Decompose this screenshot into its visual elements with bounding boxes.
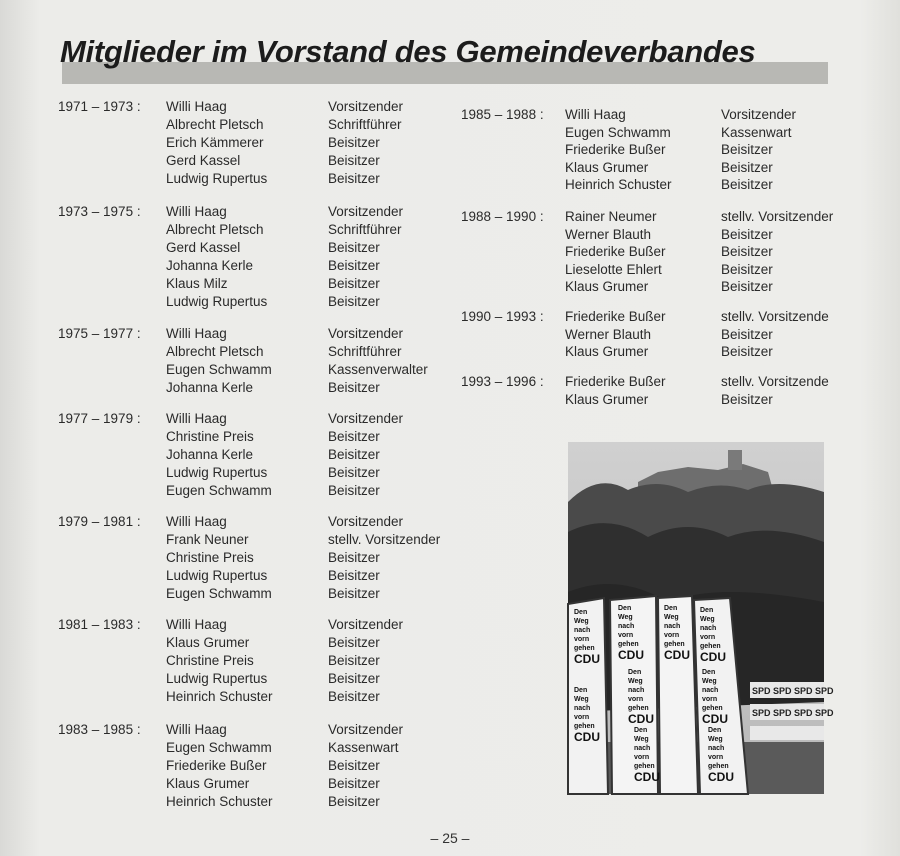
member-roles [721,373,829,408]
member-name: Johanna Kerle [166,258,254,273]
member-role: Vorsitzender [328,411,404,426]
member-name: Klaus Grumer [565,391,649,407]
poster-text: Weg [574,618,589,625]
member-names [166,721,273,811]
member-name: Eugen Schwamm [166,740,272,755]
member-role: Beisitzer [328,171,380,186]
member-roles [721,308,829,361]
member-name: Willi Haag [166,411,227,426]
member-names [166,325,272,397]
poster-text: nach [702,687,719,694]
member-role: Vorsitzender [328,326,404,341]
member-name: Eugen Schwamm [166,586,272,601]
poster-text: gehen [634,763,655,770]
member-name: Klaus Grumer [565,279,649,294]
poster-text: vorn [634,754,650,761]
member-name: Ludwig Rupertus [166,294,268,309]
member-role: Beisitzer [721,244,773,259]
member-role: Beisitzer [328,294,380,309]
poster-text: vorn [702,696,718,703]
poster-text: Weg [618,614,633,621]
member-name: Rainer Neumer [565,209,657,224]
member-name: Albrecht Pletsch [166,222,264,237]
poster-text: Den [700,607,714,614]
member-names [565,208,666,296]
term-period: 1985 – 1988 : [461,107,544,122]
member-role: Schriftführer [328,344,402,359]
member-role: Beisitzer [328,258,380,273]
poster-text: Den [634,727,648,734]
campaign-poster-photo [568,442,834,794]
member-roles [328,325,428,397]
member-name: Heinrich Schuster [166,689,273,704]
poster-text: vorn [708,754,724,761]
term-period: 1977 – 1979 : [58,411,141,426]
member-role: Beisitzer [328,776,380,791]
member-name: Heinrich Schuster [166,794,273,809]
member-roles [721,208,833,296]
poster-text: Den [618,605,632,612]
member-role: Schriftführer [328,222,402,237]
page-title: Mitglieder im Vorstand des Gemeindeverbandes [60,34,756,69]
poster-text: gehen [574,645,595,652]
poster-text: vorn [700,634,716,641]
member-names [166,410,272,500]
member-role: Vorsitzender [328,99,404,114]
member-role: Beisitzer [721,142,773,157]
member-role: Beisitzer [721,159,773,175]
member-roles [328,410,403,500]
member-role: Beisitzer [328,653,380,668]
member-role: Beisitzer [328,758,380,773]
poster-text: Weg [700,616,715,623]
member-name: Frank Neuner [166,532,249,547]
member-role: stellv. Vorsitzende [721,309,829,324]
member-role: Vorsitzender [721,107,797,122]
member-name: Klaus Milz [166,276,228,291]
member-name: Gerd Kassel [166,240,241,255]
term-period: 1993 – 1996 : [461,374,544,389]
member-names [565,106,672,194]
banner-text: SPD SPD SPD SPD [752,708,834,718]
member-role: Beisitzer [328,550,380,565]
member-name: Klaus Grumer [166,635,250,650]
poster-text: nach [664,623,681,630]
member-role: Beisitzer [721,177,773,192]
member-name: Gerd Kassel [166,153,241,168]
member-role: Beisitzer [721,261,773,277]
poster-text: gehen [664,641,685,648]
member-roles [328,98,403,188]
poster-text: gehen [700,643,721,650]
member-role: Beisitzer [328,240,380,255]
poster-text: Den [574,609,588,616]
member-names [166,513,272,603]
member-name: Klaus Grumer [166,776,250,791]
page-number: – 25 – [430,830,470,846]
member-role: Beisitzer [721,279,773,294]
member-name: Christine Preis [166,550,254,565]
poster-text: CDU [700,650,726,664]
member-role: stellv. Vorsitzender [721,209,834,224]
member-role: Beisitzer [328,586,380,601]
member-name: Werner Blauth [565,326,652,342]
member-roles [328,513,440,603]
member-role: Vorsitzender [328,617,404,632]
member-name: Werner Blauth [565,226,652,242]
member-name: Klaus Grumer [565,159,649,175]
poster-text: vorn [628,696,644,703]
poster-text: CDU [708,770,734,784]
member-role: Beisitzer [328,568,380,583]
member-names [565,308,666,361]
poster-text: vorn [574,714,590,721]
member-name: Erich Kämmerer [166,135,264,150]
poster-text: vorn [618,632,634,639]
member-name: Johanna Kerle [166,447,254,462]
member-name: Friederike Bußer [565,374,666,389]
poster-text: nach [708,745,725,752]
member-role: Beisitzer [721,326,773,342]
poster-text: CDU [574,652,600,666]
member-role: Vorsitzender [328,514,404,529]
member-names [166,616,273,706]
member-name: Ludwig Rupertus [166,671,268,686]
member-name: Friederike Bußer [565,142,666,157]
member-name: Christine Preis [166,653,254,668]
member-name: Ludwig Rupertus [166,568,268,583]
member-names [565,373,666,408]
member-name: Ludwig Rupertus [166,465,268,480]
member-name: Willi Haag [166,99,227,114]
poster-text: Weg [634,736,649,743]
term-period: 1979 – 1981 : [58,514,141,529]
member-name: Willi Haag [565,107,626,122]
member-name: Lieselotte Ehlert [565,261,662,277]
poster-text: Den [708,727,722,734]
poster-text: Weg [708,736,723,743]
member-role: stellv. Vorsitzende [721,374,829,389]
poster-text: gehen [628,705,649,712]
term-period: 1975 – 1977 : [58,326,141,341]
poster-text: Weg [574,696,589,703]
poster-text: Den [628,669,642,676]
member-roles [328,203,403,311]
member-name: Eugen Schwamm [565,124,671,140]
poster-text: nach [574,627,591,634]
poster-text: Den [574,687,588,694]
member-role: Kassenwart [328,740,399,755]
poster-text: gehen [708,763,729,770]
member-role: Vorsitzender [328,722,404,737]
member-name: Ludwig Rupertus [166,171,268,186]
member-name: Friederike Bußer [565,244,666,259]
poster-text: vorn [664,632,680,639]
member-role: Vorsitzender [328,204,404,219]
poster-text: gehen [574,723,595,730]
member-role: Beisitzer [721,391,773,407]
poster-text: gehen [702,705,723,712]
poster-text: nach [700,625,717,632]
member-name: Albrecht Pletsch [166,117,264,132]
member-role: Beisitzer [721,344,773,359]
term-period: 1983 – 1985 : [58,722,141,737]
member-name: Willi Haag [166,514,227,529]
member-role: Kassenverwalter [328,362,428,377]
member-name: Heinrich Schuster [565,177,672,192]
member-role: Beisitzer [328,794,380,809]
term-period: 1988 – 1990 : [461,209,544,224]
member-name: Willi Haag [166,617,227,632]
member-role: Beisitzer [328,276,380,291]
poster-text: gehen [618,641,639,648]
poster-text: nach [618,623,635,630]
member-role: stellv. Vorsitzender [328,532,441,547]
term-period: 1981 – 1983 : [58,617,141,632]
term-period: 1973 – 1975 : [58,204,141,219]
poster-text: Den [664,605,678,612]
member-roles [328,721,403,811]
member-name: Eugen Schwamm [166,362,272,377]
member-name: Johanna Kerle [166,380,254,395]
poster-text: Weg [628,678,643,685]
member-name: Willi Haag [166,722,227,737]
poster-text: CDU [664,648,690,662]
member-role: Beisitzer [721,226,773,242]
poster-text: CDU [618,648,644,662]
poster-text: nach [634,745,651,752]
banner-text: SPD SPD SPD SPD [752,686,834,696]
poster-text: nach [628,687,645,694]
member-role: Beisitzer [328,483,380,498]
term-period: 1990 – 1993 : [461,309,544,324]
member-role: Beisitzer [328,671,380,686]
poster-text: Weg [702,678,717,685]
poster-text: vorn [574,636,590,643]
member-name: Friederike Bußer [166,758,267,773]
member-role: Beisitzer [328,380,380,395]
poster-text: CDU [702,712,728,726]
member-role: Beisitzer [328,447,380,462]
member-roles [328,616,403,706]
member-role: Schriftführer [328,117,402,132]
member-names [166,98,267,188]
poster-text: Weg [664,614,679,621]
poster-text: CDU [574,730,600,744]
member-name: Eugen Schwamm [166,483,272,498]
member-role: Beisitzer [328,635,380,650]
member-name: Christine Preis [166,429,254,444]
member-role: Beisitzer [328,689,380,704]
member-role: Beisitzer [328,465,380,480]
member-role: Beisitzer [328,153,380,168]
member-role: Kassenwart [721,124,792,140]
poster-text: nach [574,705,591,712]
poster-text: Den [702,669,716,676]
member-role: Beisitzer [328,135,380,150]
member-name: Klaus Grumer [565,344,649,359]
member-roles [721,106,796,194]
member-name: Friederike Bußer [565,309,666,324]
member-name: Willi Haag [166,204,227,219]
poster-text: CDU [634,770,660,784]
member-name: Albrecht Pletsch [166,344,264,359]
term-period: 1971 – 1973 : [58,99,141,114]
member-names [166,203,267,311]
member-name: Willi Haag [166,326,227,341]
poster-text: CDU [628,712,654,726]
member-role: Beisitzer [328,429,380,444]
